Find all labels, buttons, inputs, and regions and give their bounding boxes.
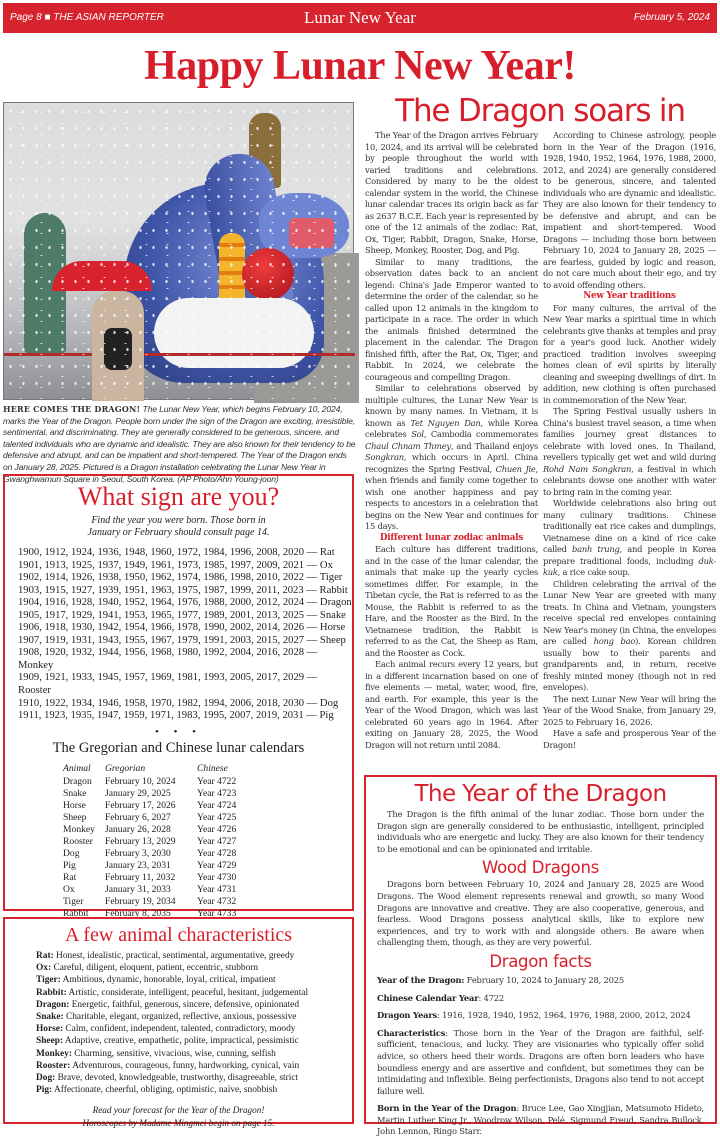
article-paragraph: The Year of the Dragon arrives February 10, 2024, and its arrival will be celebrated by people throughout the world with varied traditions and celebrations. Considered by many to be the oldest calendar system in the world, the Chinese lunar calendar traces its origin back as far as 2637 B.C.E. Each year is represented by one of the 12 animals of the zodiac: Rat, Ox, Tiger, Rabbit, Dragon, Snake, Horse, Sheep, Monkey, Rooster, Dog, and Pig. bbox=[365, 130, 538, 255]
characteristic-traits: Adaptive, creative, empathetic, polite, impractical, pessimistic bbox=[63, 1036, 299, 1047]
characteristic-animal: Snake: bbox=[36, 1012, 64, 1023]
dragon-fact bbox=[377, 1103, 704, 1138]
fact-label: Dragon Years bbox=[377, 1010, 438, 1021]
calendar-gregorian: February 6, 2027 bbox=[105, 811, 171, 823]
calendar-chinese: Year 4729 bbox=[197, 859, 237, 871]
calendar-gregorian: February 17, 2026 bbox=[105, 799, 176, 811]
sign-year-list bbox=[18, 547, 352, 723]
calendar-row bbox=[63, 836, 242, 848]
sign-row: 1907, 1919, 1931, 1943, 1955, 1967, 1979, 1991, 2003, 2015, 2027 — Sheep bbox=[18, 634, 346, 646]
sign-intro bbox=[5, 515, 352, 539]
text: , and Thailand enjoys bbox=[450, 440, 538, 451]
characteristic-animal: Pig: bbox=[36, 1085, 53, 1096]
article-paragraph bbox=[543, 406, 716, 498]
characteristic-animal: Ox: bbox=[36, 963, 52, 974]
text: , and people in Korea prepare traditional foods, including bbox=[543, 544, 716, 566]
article-paragraph bbox=[365, 383, 538, 533]
characteristic-item bbox=[36, 1035, 352, 1047]
characteristic-traits: Charitable, elegant, organized, reflective, anxious, possessive bbox=[63, 1012, 297, 1023]
calendar-chinese: Year 4727 bbox=[197, 835, 237, 847]
calendar-gregorian: February 3, 2030 bbox=[105, 847, 171, 859]
calendar-row bbox=[63, 800, 242, 812]
characteristic-item bbox=[36, 1072, 352, 1084]
dragon-fact bbox=[377, 1028, 704, 1098]
sign-row: 1904, 1916, 1928, 1940, 1952, 1964, 1976, 1988, 2000, 2012, 2024 — Dragon bbox=[18, 597, 352, 609]
characteristic-animal: Rabbit: bbox=[36, 987, 67, 998]
calendar-animal: Rabbit bbox=[63, 908, 89, 920]
calendar-chinese: Year 4725 bbox=[197, 811, 237, 823]
characteristic-animal: Monkey: bbox=[36, 1048, 72, 1059]
text: Similar to celebrations observed by multiple cultures, the Lunar New Year is known by many names. In Vietnam, it is known as bbox=[365, 383, 538, 428]
characteristic-traits: Adventurous, courageous, funny, hardworking, cynical, vain bbox=[70, 1060, 300, 1071]
calendar-gregorian: February 8, 2035 bbox=[105, 908, 171, 920]
italic-term: hong bao bbox=[593, 636, 636, 646]
fact-value: : 1916, 1928, 1940, 1952, 1964, 1976, 1988, 2000, 2012, 2024 bbox=[437, 1010, 691, 1021]
characteristics-box bbox=[3, 917, 354, 1128]
footer-line: Read your forecast for the Year of the Dragon! bbox=[92, 1105, 265, 1116]
characteristic-item bbox=[36, 1060, 352, 1072]
characteristic-animal: Horse: bbox=[36, 1024, 64, 1035]
fact-label: Year of the Dragon: bbox=[377, 974, 465, 985]
article-column-2 bbox=[543, 130, 716, 751]
dragon-facts-title: Dragon facts bbox=[489, 951, 592, 971]
article-paragraph: Have a safe and prosperous Year of the Dragon! bbox=[543, 728, 716, 750]
footer-line: Horoscopes by Madame Mingmei begin on page 15. bbox=[82, 1117, 275, 1128]
wood-dragons-title: Wood Dragons bbox=[482, 858, 599, 878]
italic-term: Tet Nguyen Dan bbox=[410, 417, 481, 428]
header-bar bbox=[3, 3, 717, 33]
article-paragraph: Each animal recurs every 12 years, but in a different incarnation based on one of five elements — metal, water, wood, fire, and earth. For example, this year is the Year of the Wood Dragon, which was last celebrated 60 years ago in 1964. After exiting on January 28, 2025, the Wood Dragon will not return until 2084. bbox=[365, 659, 538, 750]
article-paragraph: For many cultures, the arrival of the New Year marks a spiritual time in which celebrants give thanks at temples and pray for a year's good luck. Another widely practiced tradition involves sweeping homes clean of evil spirits by literally cleaning and sweeping dwellings of dirt. In addition, new clothing is often purchased in commemoration of the New Year. bbox=[543, 302, 716, 405]
sign-row: 1902, 1914, 1926, 1938, 1950, 1962, 1974, 1986, 1998, 2010, 2022 — Tiger bbox=[18, 572, 343, 584]
italic-term: Sol bbox=[411, 429, 424, 439]
calendar-gregorian: January 29, 2025 bbox=[105, 787, 171, 799]
photo-snow bbox=[4, 103, 353, 399]
italic-term: Chaul Chnam Thmey bbox=[365, 440, 451, 451]
wood-dragons-text: Dragons born between February 10, 2024 and January 28, 2025 are Wood Dragons. The Wood element represents renewal and growth, so many Wood Dragons are innovative and creative. They are also cooperative, generous, and fearless. Wood Dragons possess analytical skills, like to explore new experiences, and try to work with and alongside others. Be aware when challenging them, though, as they are very powerful. bbox=[377, 879, 704, 948]
text: The Spring Festival usually ushers in China's busiest travel season, a time when families journey great distances to celebrate with loved ones. In Thailand, revellers typically get wet and wild during bbox=[543, 406, 716, 462]
sign-row: 1905, 1917, 1929, 1941, 1953, 1965, 1977, 1989, 2001, 2013, 2025 — Snake bbox=[18, 609, 346, 621]
page-label: Page 8 ■ THE ASIAN REPORTER bbox=[10, 12, 164, 23]
calendar-header-row bbox=[63, 763, 242, 776]
article-paragraph bbox=[543, 498, 716, 579]
fact-value: : Those born in the Year of the Dragon are faithful, self-sufficient, tenacious, and lucky. They are visionaries who typically offer solid advice, so others heed their words. Dragons are often born leaders who have boundless energy and are assertive and confident, but sometimes they can be intimidating and inflexible. Being perfectionists, Dragons also tend to not accept failure well. bbox=[377, 1027, 704, 1096]
year-box-intro: The Dragon is the fifth animal of the lunar zodiac. Those born under the Dragon sign are generally considered to be enthusiastic, intelligent, principled individuals who are energetic and lucky. They are also known for their tendency to be emotional and can be opinionated and irritable. bbox=[377, 809, 704, 854]
sign-box bbox=[3, 474, 354, 920]
caption-text: The Lunar New Year, which begins February 10, 2024, marks the Year of the Dragon. People born under the sign of the Dragon are exciting, irresistible, sentimental, and discriminating. They are generally considered to be generous, sincere, and talented individuals who are dynamic and idealistic. They are also known for their tendency to be defensive and abrupt, and can be impatient and short-tempered. The Year of the Dragon ends on January 28, 2025. Pictured is a Dragon installation celebrating the Lunar New Year in Gwanghwamun Square in Seoul, South Korea. (AP Photo/Ahn Young-joon) bbox=[3, 404, 356, 484]
characteristic-animal: Dog: bbox=[36, 1073, 56, 1084]
year-of-dragon-box bbox=[364, 775, 717, 1137]
text: , a festival in which celebrants dowse one another with water to bring rain in the coming year. bbox=[543, 463, 716, 497]
calendar-chinese: Year 4722 bbox=[197, 775, 237, 787]
characteristic-item bbox=[36, 950, 352, 962]
fact-label: Chinese Calendar Year bbox=[377, 992, 479, 1003]
calendar-chinese: Year 4723 bbox=[197, 787, 237, 799]
text: , which occurs in April. China recognizes the Spring Festival, bbox=[365, 452, 538, 474]
calendar-animal: Tiger bbox=[63, 896, 84, 908]
italic-term: Chuen Jie bbox=[495, 463, 536, 474]
text: , Cambodia commemorates bbox=[423, 429, 538, 439]
characteristic-traits: Honest, idealistic, practical, sentimental, argumentative, greedy bbox=[53, 951, 295, 961]
characteristic-item bbox=[36, 974, 352, 986]
calendar-row bbox=[63, 824, 242, 836]
characteristic-animal: Dragon: bbox=[36, 999, 70, 1010]
characteristic-traits: Energetic, faithful, generous, sincere, defensive, opinionated bbox=[69, 999, 300, 1010]
article-paragraph: According to Chinese astrology, people born in the Year of the Dragon (1916, 1928, 1940, 1952, 1964, 1976, 1988, 2000, 2012, and 2024) are generally considered to be generous, sincere, and talented individuals who are dynamic and idealistic. They are also known for their tendency to be defensive and abrupt, and can be impatient and short-tempered. Wood Dragons — including those born between February 10, 2024 to January 28, 2025 — are fearless, guided by logic and reason, do not care much about their ego, and try to avoid offending others. bbox=[543, 130, 716, 290]
characteristic-traits: Artistic, considerate, intelligent, peaceful, hesitant, judgemental bbox=[66, 987, 309, 998]
calendar-chinese: Year 4731 bbox=[197, 884, 237, 896]
characteristic-item bbox=[36, 999, 352, 1011]
calendar-animal: Dragon bbox=[63, 775, 92, 787]
characteristic-item bbox=[36, 1048, 352, 1060]
characteristic-traits: Charming, sensitive, vivacious, wise, cunning, selfish bbox=[71, 1048, 276, 1059]
calendar-row bbox=[63, 788, 242, 800]
characteristic-item bbox=[36, 1011, 352, 1023]
characteristic-animal: Sheep: bbox=[36, 1036, 64, 1047]
characteristic-animal: Rooster: bbox=[36, 1060, 71, 1071]
sign-row: 1906, 1918, 1930, 1942, 1954, 1966, 1978, 1990, 2002, 2014, 2026 — Horse bbox=[18, 622, 346, 634]
calendar-row bbox=[63, 872, 242, 884]
characteristic-traits: Careful, diligent, eloquent, patient, eccentric, stubborn bbox=[51, 963, 259, 974]
separator-dots: • • • bbox=[154, 725, 203, 738]
calendar-header: Gregorian bbox=[105, 762, 146, 774]
text: , a rice cake soup. bbox=[557, 567, 630, 577]
characteristic-traits: Ambitious, dynamic, honorable, loyal, critical, impatient bbox=[60, 975, 276, 986]
calendar-animal: Sheep bbox=[63, 811, 87, 823]
calendar-animal: Ox bbox=[63, 884, 75, 896]
calendar-header: Animal bbox=[63, 762, 91, 774]
sign-row: 1901, 1913, 1925, 1937, 1949, 1961, 1973, 1985, 1997, 2009, 2021 — Ox bbox=[18, 559, 333, 571]
characteristics-title: A few animal characteristics bbox=[64, 924, 293, 946]
text: ). Korean children usually bow to their parents and grandparents and, in return, receive freshly minted money (though not in red envelopes). bbox=[543, 636, 716, 692]
year-box-title: The Year of the Dragon bbox=[414, 781, 667, 807]
calendar-gregorian: February 13, 2029 bbox=[105, 835, 176, 847]
calendar-chinese: Year 4726 bbox=[197, 823, 237, 835]
calendar-row bbox=[63, 860, 242, 872]
sign-row: 1903, 1915, 1927, 1939, 1951, 1963, 1975, 1987, 1999, 2011, 2023 — Rabbit bbox=[18, 584, 348, 596]
calendar-header: Chinese bbox=[197, 762, 228, 774]
calendar-animal: Pig bbox=[63, 859, 76, 871]
characteristics-list bbox=[36, 950, 352, 1096]
article-paragraph bbox=[543, 579, 716, 694]
caption-lead: HERE COMES THE DRAGON! bbox=[3, 404, 141, 414]
characteristic-item bbox=[36, 1084, 352, 1096]
characteristic-animal: Tiger: bbox=[36, 975, 61, 986]
article-paragraph: Each culture has different traditions, and in the case of the lunar calendar, the animals that make up the yearly cycles sometimes differ. For example, in the Tibetan cycle, the Rat is referred to as the Mouse, the Rabbit is referred to as the Hare, and the Rooster as the Bird. In the Vietnamese tradition, the Rabbit is referred to as the Cat, the Sheep as Ram, and the Rooster as Cock. bbox=[365, 544, 538, 658]
calendar-gregorian: February 19, 2034 bbox=[105, 896, 176, 908]
sign-intro-line: Find the year you were born. Those born in bbox=[91, 515, 266, 526]
issue-date: February 5, 2024 bbox=[633, 12, 710, 23]
text: Worldwide celebrations also bring out many culinary traditions. Chinese traditionally eat rice cakes and dumplings, Vietnamese dine on a kind of rice cake called bbox=[543, 498, 716, 554]
calendar-gregorian: January 31, 2033 bbox=[105, 884, 171, 896]
characteristic-traits: Brave, devoted, knowledgeable, trustworthy, disagreeable, strict bbox=[55, 1073, 299, 1084]
dragon-photo bbox=[3, 102, 354, 400]
article-headline: The Dragon soars in bbox=[395, 93, 685, 129]
article-paragraph: Similar to many traditions, the observation dates back to an ancient legend: China's Jade Emperor wanted to determine the order of the calendar, so he called upon 12 animals in the kingdom to participate in a race. The order in which the animals finished determined the placement in the calendar. The Dragon finished fifth, after the Rat, Ox, Tiger, and Rabbit. In 2024, we celebrate the courageous and compelling Dragon. bbox=[365, 256, 538, 382]
calendar-row bbox=[63, 896, 242, 908]
fact-label: Born in the Year of the Dragon bbox=[377, 1103, 517, 1114]
calendar-chinese: Year 4728 bbox=[197, 847, 237, 859]
calendar-animal: Horse bbox=[63, 799, 86, 811]
text: Children celebrating the arrival of the Lunar New Year are greeted with many treats. In China and Vietnam, youngsters receive special red envelopes containing New Year's money (in China, the envelopes are called bbox=[543, 578, 716, 646]
italic-term: duk-kuk bbox=[543, 555, 716, 577]
fact-value: : Bruce Lee, Gao Xingjian, Matsumoto Hideto, Martin Luther King Jr., Woodrow Wilson, Pelé, Sigmund Freud, Sandra Bullock, John Lennon, Ringo Starr. bbox=[377, 1103, 705, 1137]
calendar-table bbox=[63, 763, 242, 921]
dragon-fact bbox=[377, 993, 704, 1005]
sign-row: 1908, 1920, 1932, 1944, 1956, 1968, 1980, 1992, 2004, 2016, 2028 — Monkey bbox=[18, 647, 318, 671]
fact-value: : 4722 bbox=[478, 992, 504, 1003]
calendar-row bbox=[63, 812, 242, 824]
sign-intro-line: January or February should consult page 14. bbox=[87, 527, 270, 538]
calendar-animal: Snake bbox=[63, 787, 87, 799]
main-headline: Happy Lunar New Year! bbox=[144, 43, 576, 89]
fact-value: February 10, 2024 to January 28, 2025 bbox=[464, 974, 624, 985]
italic-term: Rohd Nam Songkran bbox=[543, 463, 632, 474]
characteristic-traits: Affectionate, cheerful, obliging, optimistic, naïve, snobbish bbox=[52, 1085, 278, 1096]
dragon-facts-list bbox=[377, 975, 704, 1138]
sign-row: 1911, 1923, 1935, 1947, 1959, 1971, 1983, 1995, 2007, 2019, 2031 — Pig bbox=[18, 710, 334, 722]
dragon-fact bbox=[377, 1010, 704, 1022]
characteristic-animal: Rat: bbox=[36, 951, 54, 961]
calendar-chinese: Year 4730 bbox=[197, 872, 237, 884]
calendar-title: The Gregorian and Chinese lunar calendars bbox=[52, 739, 305, 756]
calendar-gregorian: February 11, 2032 bbox=[105, 872, 176, 884]
article-paragraph: The next Lunar New Year will bring the Year of the Wood Snake, from January 29, 2025 to February 16, 2026. bbox=[543, 693, 716, 727]
characteristic-item bbox=[36, 962, 352, 974]
sign-row: 1910, 1922, 1934, 1946, 1958, 1970, 1982, 1994, 2006, 2018, 2030 — Dog bbox=[18, 697, 339, 709]
text: , when friends and family come together to wish one another happiness and pay respects to ancestors in a celebration that begins on the New Year and continues for 15 days. bbox=[365, 463, 538, 531]
calendar-chinese: Year 4733 bbox=[197, 908, 237, 920]
photo-caption bbox=[3, 404, 356, 485]
calendar-row bbox=[63, 776, 242, 788]
characteristic-item bbox=[36, 1023, 352, 1035]
dragon-fact bbox=[377, 975, 704, 987]
calendar-gregorian: February 10, 2024 bbox=[105, 775, 176, 787]
calendar-chinese: Year 4732 bbox=[197, 896, 237, 908]
calendar-row bbox=[63, 848, 242, 860]
calendar-gregorian: January 23, 2031 bbox=[105, 859, 171, 871]
sign-row: 1909, 1921, 1933, 1945, 1957, 1969, 1981, 1993, 2005, 2017, 2029 — Rooster bbox=[18, 672, 318, 697]
characteristic-traits: Calm, confident, independent, talented, contradictory, moody bbox=[63, 1024, 296, 1035]
calendar-animal: Rat bbox=[63, 872, 77, 884]
calendar-animal: Dog bbox=[63, 847, 80, 859]
calendar-animal: Rooster bbox=[63, 835, 93, 847]
text: , while Korea celebrates bbox=[365, 417, 538, 439]
italic-term: Songkran bbox=[365, 452, 404, 462]
fact-label: Characteristics bbox=[377, 1027, 446, 1038]
calendar-animal: Monkey bbox=[63, 823, 95, 835]
sign-row: 1900, 1912, 1924, 1936, 1948, 1960, 1972, 1984, 1996, 2008, 2020 — Rat bbox=[18, 547, 335, 558]
article-column-1 bbox=[365, 130, 538, 751]
calendar-gregorian: January 26, 2028 bbox=[105, 823, 171, 835]
characteristics-footer bbox=[5, 1104, 352, 1129]
characteristic-item bbox=[36, 987, 352, 999]
article-subhead: Different lunar zodiac animals bbox=[379, 532, 524, 543]
calendar-row bbox=[63, 884, 242, 896]
section-title: Lunar New Year bbox=[304, 8, 416, 27]
sign-box-title: What sign are you? bbox=[77, 482, 280, 511]
article-subhead: New Year traditions bbox=[583, 291, 676, 301]
calendar-chinese: Year 4724 bbox=[197, 799, 237, 811]
italic-term: banh trung bbox=[572, 544, 620, 554]
